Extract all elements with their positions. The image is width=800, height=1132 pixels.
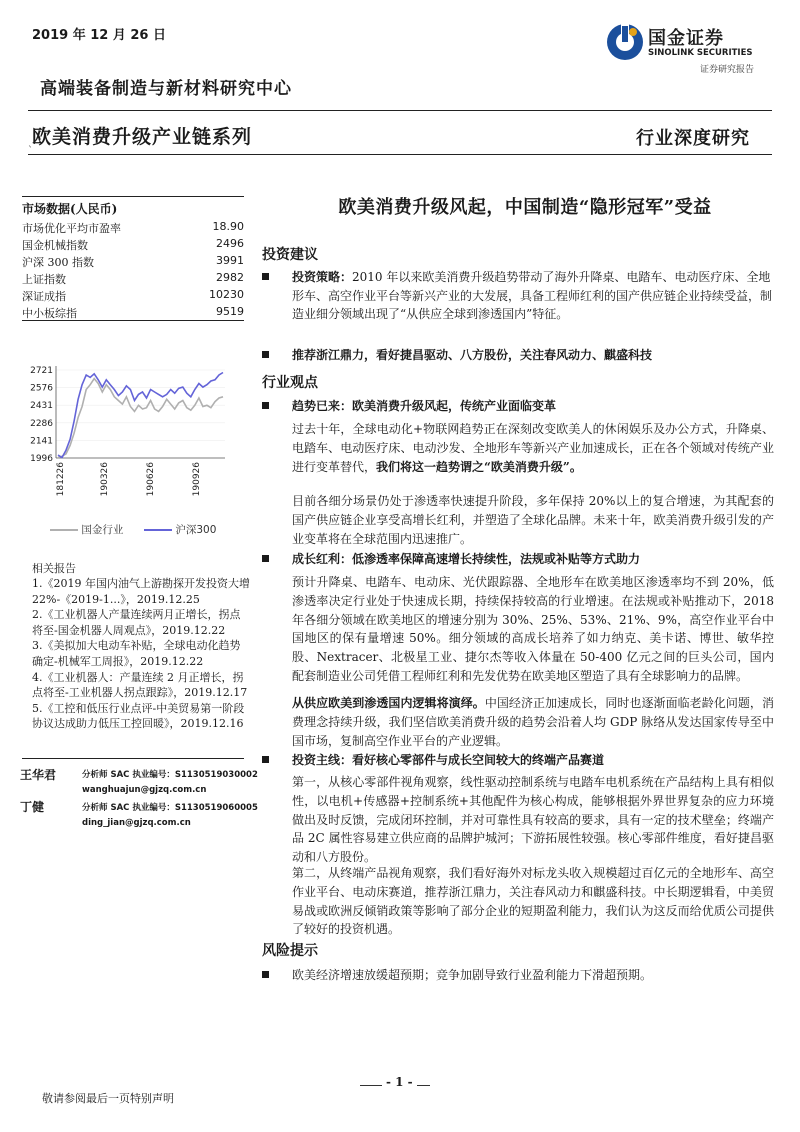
related-reports-list	[32, 576, 250, 732]
chart-xtick-label: 181226	[56, 462, 66, 497]
chart-series-line-1	[58, 373, 223, 458]
trend-text-1: 过去十年，全球电动化+物联网趋势正在深刻改变欧美人的休闲娱乐及办公方式，升降桌、电踏车、电动医疗床、电动沙发、全地形车等新兴产业加速成长，正在各个领域对传统产业进行变革替代，	[292, 422, 774, 474]
market-data-row	[22, 305, 244, 321]
related-report-item[interactable]: 3.《美拟加大电动车补贴，全球电动化趋势确定-机械军工周报》，2019.12.22	[32, 639, 241, 668]
main-line-paragraph-2: 第二，从终端产品视角观察，我们看好海外对标龙头收入规模超过百亿元的全地形车、高空作业平台、电动床赛道，推荐浙江鼎力，关注春风动力和麒盛科技。中长期逻辑看，中美贸易战或欧洲反倾销政策等影响了部分企业的短期盈利能力，我们认为这反而给优质公司提供了较好的投资机遇。	[292, 866, 774, 937]
chart-xtick-label: 190626	[146, 462, 156, 497]
market-data-row	[22, 271, 244, 287]
report-title: 欧美消费升级风起，中国制造“隐形冠军”受益	[338, 197, 712, 218]
main-line-paragraph-1: 第一，从核心零部件视角观察，线性驱动控制系统与电踏车电机系统在产品结构上具有相似性，以电机+传感器+控制系统+其他配件为核心构成，能够根据外界世界复杂的应力环境做出及时反馈，完成闭环控制，并对可靠性具有较高的要求，具有一定的技术壁垒；终端产品 2C 属性容易建立供应商的品牌护城河；下游拓展性较强。核心零部件维度，看好捷昌驱动和八方股份。	[292, 775, 774, 865]
market-data-rule-bottom	[22, 320, 244, 321]
market-data-value: 10230	[209, 288, 244, 301]
market-data-value: 2496	[216, 237, 244, 250]
bullet-icon	[262, 351, 269, 358]
disclaimer: 敬请参阅最后一页特别声明	[42, 1092, 174, 1105]
chart-series-line-0	[58, 379, 223, 458]
growth-text-2: 中国经济正加速成长，同时也逐渐面临老龄化问题，消费理念持续升级，我们坚信欧美消费升级的趋势会沿着人均 GDP 脉络从发达国家传导至中国市场，复制高空作业平台的产业逻辑。	[292, 696, 774, 748]
legend-label-hs300: 沪深300	[175, 524, 217, 536]
market-data-rule	[22, 196, 244, 197]
trend-heading: 趋势已来：欧美消费升级风起，传统产业面临变革	[292, 399, 557, 413]
page-number: - 1 -	[382, 1075, 417, 1089]
research-center: 高端装备制造与新材料研究中心	[40, 79, 292, 99]
bullet-trend	[262, 397, 772, 416]
market-data-row	[22, 288, 244, 304]
section-heading-invest: 投资建议	[262, 247, 318, 263]
legend-label-industry: 国金行业	[81, 524, 124, 536]
bullet-icon	[262, 402, 269, 409]
brand-subtitle: 证券研究报告	[700, 65, 755, 75]
bullet-risk	[262, 966, 772, 985]
brand-english: SINOLINK SECURITIES	[648, 48, 753, 58]
strategy-text: 2010 年以来欧美消费升级趋势带动了海外升降桌、电踏车、电动医疗床、全地形车、高空作业平台等新兴产业的大发展，具备工程师红利的国产供应链企业持续受益，制造业细分领域出现了“从供应全球到渗透国内”特征。	[292, 270, 773, 322]
chart-ytick-label: 2576	[30, 383, 53, 394]
analyst-email[interactable]: ding_jian@gjzq.com.cn	[82, 818, 191, 828]
report-series: 欧美消费升级产业链系列	[32, 126, 253, 148]
chart-ytick-label: 1996	[30, 454, 53, 464]
market-data-value: 18.90	[212, 220, 244, 233]
chart-xtick-label: 190926	[192, 462, 202, 497]
trend-paragraph-2: 目前各细分场景仍处于渗透率快速提升阶段，多年保持 20%以上的复合增速，为其配套的国产供应链企业享受高增长红利，并塑造了全球化品牌。未来十年，欧美消费升级引发的产业变革将在全球范围内迅速推广。	[292, 494, 774, 546]
market-data-row	[22, 237, 244, 253]
analyst-cert: 分析师 SAC 执业编号：S1130519060005	[82, 803, 258, 813]
bullet-strategy	[262, 268, 772, 324]
chart-ytick-label: 2141	[30, 436, 53, 447]
related-report-item[interactable]: 1.《2019 年国内油气上游勘探开发投资大增 22%-《2019-1...》，2019.12.25	[32, 577, 250, 606]
chart-ytick-label: 2286	[30, 418, 53, 429]
bullet-icon	[262, 555, 269, 562]
section-heading-risk: 风险提示	[262, 943, 318, 959]
market-data-label: 上证指数	[22, 273, 66, 286]
market-data-label: 沪深 300 指数	[22, 256, 94, 269]
chart-xtick-label: 190326	[100, 462, 110, 497]
index-line-chart	[20, 345, 240, 525]
market-data-row	[22, 220, 244, 236]
growth-paragraph-1: 预计升降桌、电踏车、电动床、光伏跟踪器、全地形车在欧美地区渗透率均不到 20%，低渗透率决定行业处于快速成长期，持续保持较高的行业增速。在法规或补贴推动下，2018 年各细分领域在欧美地区的增速分别为 30%、25%、53%、21%、9%，高空作业平台中国地区的保有量增速 50%。细分领域的高成长培养了如力纳克、美卡诺、博世、敏华控股、Nextracer、北极星工业、捷尔杰等收入体量在 50-400 亿元之间的巨头公司，国内配套制造业公司凭借工程师红利和先发优势在欧美地区塑造了具有全球影响力的品牌。	[292, 575, 774, 683]
analyst-cert: 分析师 SAC 执业编号：S1130519030002	[82, 770, 258, 780]
legend-swatch-industry	[50, 529, 78, 531]
market-data-label: 国金机械指数	[22, 239, 88, 252]
analyst-name: 王华君	[20, 768, 57, 782]
related-report-item[interactable]: 5.《工控和低压行业点评-中美贸易第一阶段协议达成助力低压工控回暖》，2019.12.16	[32, 701, 245, 731]
analyst-rule	[22, 758, 244, 759]
report-date: 2019 年 12 月 26 日	[32, 28, 166, 43]
legend-swatch-hs300	[144, 529, 172, 531]
section-heading-view: 行业观点	[262, 375, 318, 391]
related-report-item[interactable]: 2.《工业机器人产量连续两月正增长，拐点将至-国金机器人周观点》，2019.12.22	[32, 608, 241, 637]
analyst-email[interactable]: wanghuajun@gjzq.com.cn	[82, 785, 207, 795]
market-data-value: 2982	[216, 271, 244, 284]
bullet-icon	[262, 971, 269, 978]
growth-text-2-bold: 从供应欧美到渗透国内逻辑将演绎。	[292, 696, 485, 710]
strategy-lead: 投资策略：	[292, 270, 353, 284]
market-data-title: 市场数据(人民币)	[22, 202, 118, 216]
growth-paragraph-2	[292, 694, 774, 750]
market-data-label: 市场优化平均市盈率	[22, 222, 121, 235]
analyst-name: 丁健	[20, 800, 45, 814]
market-data-value: 9519	[216, 305, 244, 318]
market-data-value: 3991	[216, 254, 244, 267]
main-line-heading: 投资主线：看好核心零部件与成长空间较大的终端产品赛道	[292, 753, 605, 767]
brand-name: 国金证券	[648, 28, 724, 49]
header-divider-2	[28, 154, 772, 155]
related-reports-title: 相关报告	[32, 562, 76, 575]
report-type: 行业深度研究	[636, 128, 750, 149]
chart-ytick-label: 2431	[30, 401, 53, 412]
bullet-icon	[262, 756, 269, 763]
trend-text-1-bold: 我们将这一趋势谓之“欧美消费升级”。	[376, 459, 582, 474]
chart-ytick-label: 2721	[30, 366, 53, 376]
market-data-row	[22, 254, 244, 270]
bullet-main-line	[262, 751, 772, 770]
sinolink-logo-icon	[605, 22, 645, 62]
header-divider	[28, 110, 772, 111]
chart-legend	[50, 522, 216, 537]
bullet-growth	[262, 550, 772, 569]
recommend-text: 推荐浙江鼎力，看好捷昌驱动、八方股份，关注春风动力、麒盛科技	[292, 348, 653, 362]
growth-heading: 成长红利：低渗透率保障高速增长持续性，法规或补贴等方式助力	[292, 552, 641, 566]
market-data-label: 中小板综指	[22, 307, 77, 320]
tick-mark: `	[28, 146, 33, 157]
trend-paragraph-1	[292, 420, 774, 476]
bullet-icon	[262, 273, 269, 280]
related-report-item[interactable]: 4.《工业机器人：产量连续 2 月正增长，拐点将至-工业机器人拐点跟踪》，2019.12.17	[32, 670, 248, 700]
market-data-label: 深证成指	[22, 290, 66, 303]
risk-text: 欧美经济增速放缓超预期；竞争加剧导致行业盈利能力下滑超预期。	[292, 968, 653, 982]
bullet-recommend	[262, 346, 772, 365]
